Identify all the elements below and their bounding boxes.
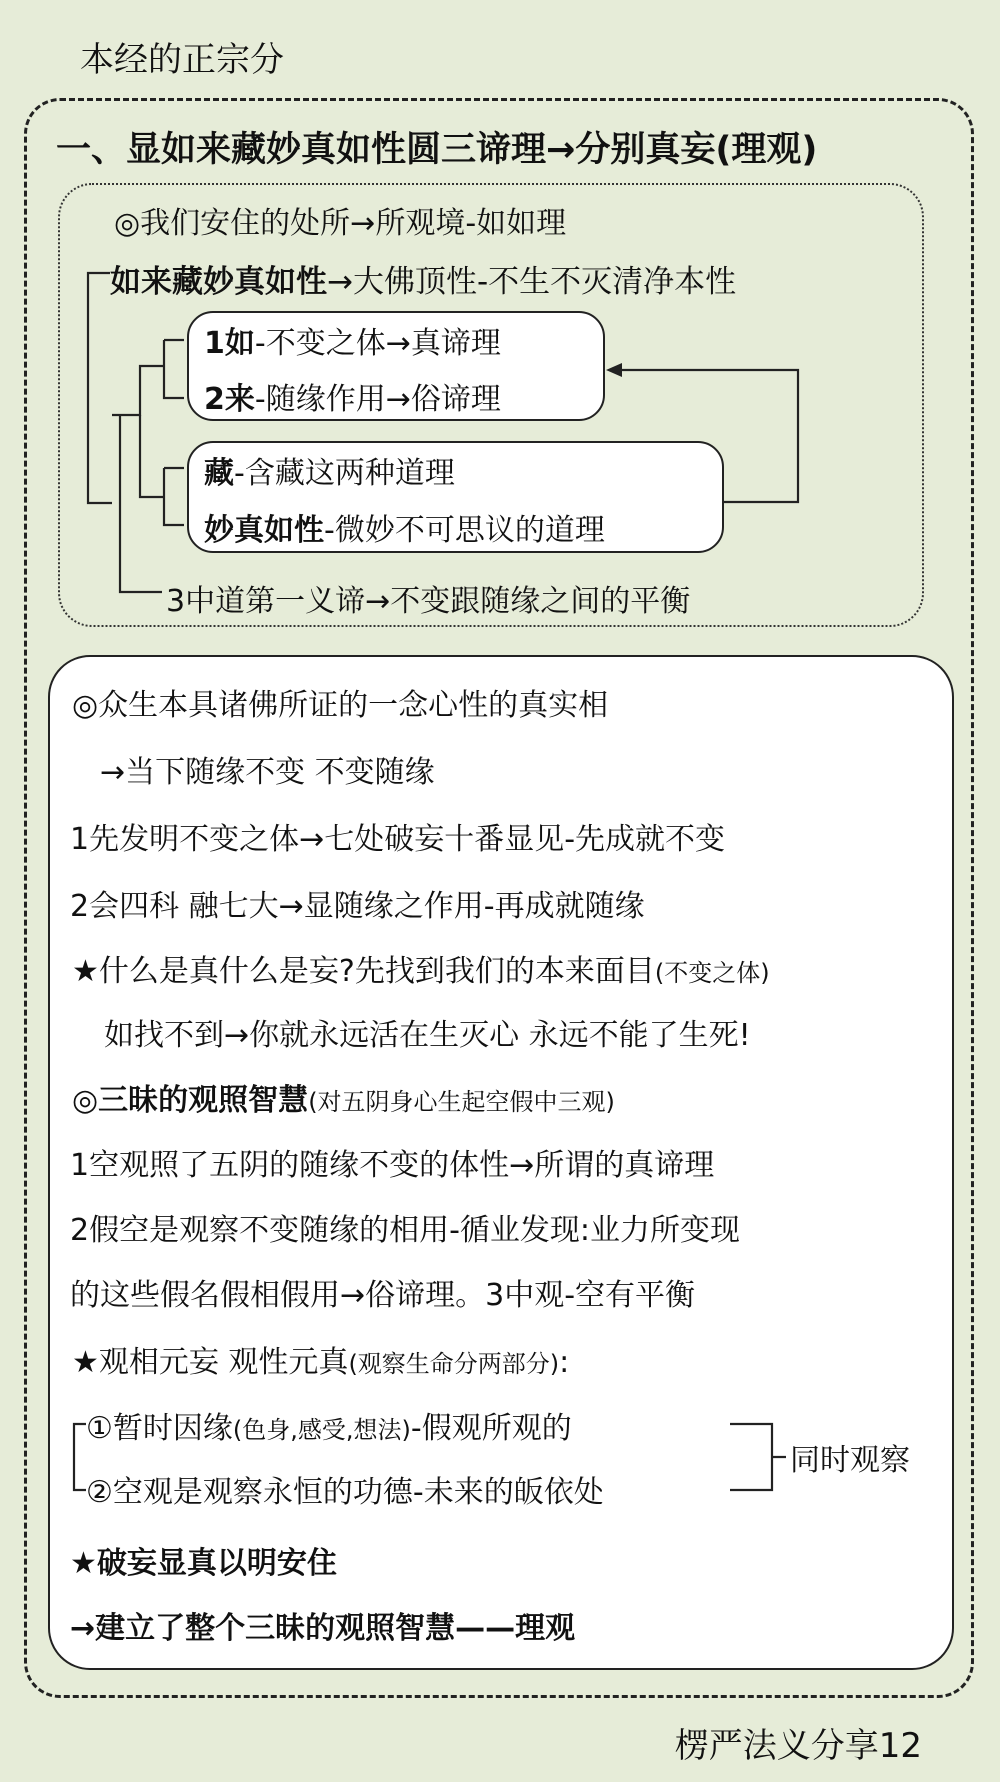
panel-line-7-small: (对五阴身心生起空假中三观) — [308, 1088, 615, 1116]
panel-line-14: ★破妄显真以明安住 — [70, 1546, 337, 1581]
diagram-root-bold: 如来藏妙真如性 — [110, 264, 327, 300]
panel-line-11-main: ★观相元妄 观性元真 — [72, 1345, 349, 1380]
box-zang-line — [204, 448, 455, 492]
panel-line-6: 如找不到→你就永远活在生灭心 永远不能了生死! — [104, 1018, 751, 1053]
diagram-intro: ◎我们安住的处所→所观境-如如理 — [114, 206, 567, 241]
box-zang-rest: -含藏这两种道理 — [234, 456, 455, 491]
panel-line-12-b: -假观所观的 — [410, 1411, 572, 1446]
box-lai-bold: 2来 — [204, 382, 255, 417]
diagram-root-rest: →大佛顶性-不生不灭清净本性 — [327, 264, 737, 300]
box-ru-bold: 1如 — [204, 326, 255, 361]
panel-line-7 — [72, 1075, 615, 1119]
page-title: 本经的正宗分 — [80, 40, 284, 80]
panel-line-10: 的这些假名假相假用→俗谛理。3中观-空有平衡 — [70, 1278, 696, 1313]
panel-line-12-a: ①暂时因缘 — [86, 1411, 233, 1446]
panel-line-5 — [72, 946, 770, 990]
diagram-root — [110, 256, 736, 301]
panel-line-15: →建立了整个三昧的观照智慧——理观 — [70, 1611, 576, 1646]
box-lai-line — [204, 374, 501, 418]
box-miao-line — [204, 505, 605, 549]
panel-line-12-small: (色身,感受,想法) — [232, 1416, 411, 1444]
panel-line-12 — [86, 1403, 572, 1447]
panel-line-11-small: (观察生命分两部分) — [348, 1350, 560, 1378]
panel-line-8: 1空观照了五阴的随缘不变的体性→所谓的真谛理 — [70, 1148, 715, 1183]
page-footer: 楞严法义分享12 — [674, 1726, 922, 1766]
box-miao-rest: -微妙不可思议的道理 — [324, 513, 605, 548]
panel-line-2: →当下随缘不变 不变随缘 — [100, 755, 435, 790]
panel-line-11 — [72, 1337, 569, 1381]
box-miao-bold: 妙真如性 — [204, 513, 324, 548]
box-zang-bold: 藏 — [204, 456, 234, 491]
panel-line-5-small: (不变之体) — [654, 959, 770, 987]
box-lai-rest: -随缘作用→俗谛理 — [254, 382, 501, 417]
panel-line-1: ◎众生本具诸佛所证的一念心性的真实相 — [72, 688, 609, 723]
panel-line-11-tail: : — [559, 1345, 570, 1380]
box-ru-line — [204, 318, 501, 362]
panel-line-4: 2会四科 融七大→显随缘之作用-再成就随缘 — [70, 889, 645, 924]
panel-line-5-main: ★什么是真什么是妄?先找到我们的本来面目 — [72, 954, 655, 989]
section-heading-text: 一、显如来藏妙真如性圆三谛理→分别真妄(理观) — [56, 130, 818, 170]
panel-line-3: 1先发明不变之体→七处破妄十番显见-先成就不变 — [70, 822, 726, 857]
section-heading — [56, 122, 817, 172]
same-time-label: 同时观察 — [790, 1443, 910, 1478]
panel-line-13: ②空观是观察永恒的功德-未来的皈依处 — [86, 1475, 604, 1510]
middle-way-line: 3中道第一义谛→不变跟随缘之间的平衡 — [166, 584, 691, 619]
panel-line-9: 2假空是观察不变随缘的相用-循业发现:业力所变现 — [70, 1213, 741, 1248]
box-ru-rest: -不变之体→真谛理 — [254, 326, 501, 361]
panel-line-7-bold: ◎三昧的观照智慧 — [72, 1083, 309, 1118]
